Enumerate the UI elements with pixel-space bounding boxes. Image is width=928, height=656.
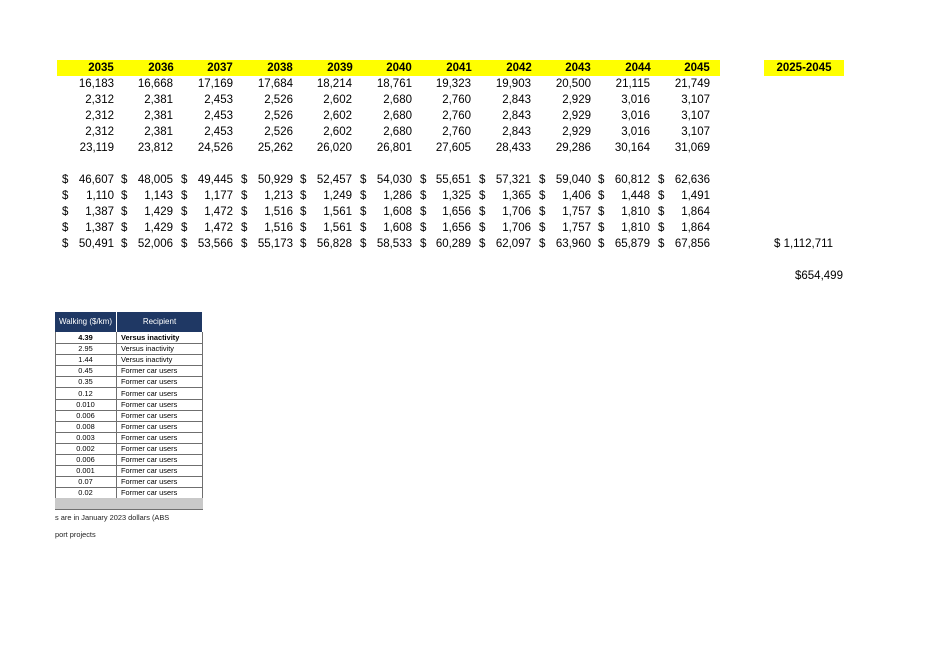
money-cell[interactable]: 1,406 <box>562 190 591 202</box>
year-header-2036[interactable]: 2036 <box>148 62 174 74</box>
walking-rate-cell[interactable]: 0.001 <box>55 465 117 476</box>
currency-symbol: $ <box>598 190 605 202</box>
volume-cell[interactable]: 2,929 <box>562 110 591 122</box>
money-cell[interactable]: 63,960 <box>555 238 591 250</box>
volume-cell[interactable]: 2,760 <box>442 110 471 122</box>
range-header[interactable]: 2025-2045 <box>776 62 832 74</box>
present-value[interactable]: $654,499 <box>795 270 843 282</box>
money-cell[interactable]: 1,472 <box>204 222 233 234</box>
volume-cell[interactable]: 18,761 <box>376 78 412 90</box>
currency-symbol: $ <box>479 174 486 186</box>
money-cell[interactable]: 1,561 <box>323 206 352 218</box>
currency-symbol: $ <box>300 190 307 202</box>
money-cell[interactable]: 62,636 <box>674 174 710 186</box>
volume-cell[interactable]: 2,680 <box>383 94 412 106</box>
currency-symbol: $ <box>62 190 69 202</box>
volume-cell[interactable]: 3,016 <box>621 126 650 138</box>
walking-rate-cell[interactable]: 0.12 <box>55 388 117 399</box>
money-cell[interactable]: 1,810 <box>621 222 650 234</box>
recipient-cell[interactable]: Former car users <box>121 399 178 409</box>
money-cell[interactable]: 1,177 <box>204 190 233 202</box>
money-cell[interactable]: 54,030 <box>376 174 412 186</box>
money-cell[interactable]: 1,516 <box>264 222 293 234</box>
currency-symbol: $ <box>420 238 427 250</box>
currency-symbol: $ <box>598 174 605 186</box>
money-cell[interactable]: 1,864 <box>681 222 710 234</box>
walking-rate-header: Walking ($/km) <box>55 312 117 332</box>
walking-rate-cell[interactable]: 2.95 <box>55 343 117 354</box>
volume-cell[interactable]: 2,929 <box>562 94 591 106</box>
currency-symbol: $ <box>300 206 307 218</box>
currency-symbol: $ <box>181 190 188 202</box>
note-currency: s are in January 2023 dollars (ABS <box>55 513 170 522</box>
currency-symbol: $ <box>479 190 486 202</box>
currency-symbol: $ <box>241 238 248 250</box>
currency-symbol: $ <box>479 222 486 234</box>
money-cell[interactable]: 58,533 <box>376 238 412 250</box>
currency-symbol: $ <box>241 206 248 218</box>
currency-symbol: $ <box>658 174 665 186</box>
year-header-2043[interactable]: 2043 <box>565 62 591 74</box>
volume-cell[interactable]: 2,526 <box>264 94 293 106</box>
currency-symbol: $ <box>420 206 427 218</box>
recipient-cell[interactable]: Former car users <box>121 388 178 398</box>
volume-cell[interactable]: 2,526 <box>264 110 293 122</box>
recipient-cell[interactable]: Former car users <box>121 477 178 487</box>
volume-cell[interactable]: 31,069 <box>674 142 710 154</box>
currency-symbol: $ <box>360 190 367 202</box>
money-cell[interactable]: 60,289 <box>435 238 471 250</box>
volume-cell[interactable]: 25,262 <box>257 142 293 154</box>
volume-cell[interactable]: 2,760 <box>442 94 471 106</box>
year-header-2039[interactable]: 2039 <box>327 62 353 74</box>
money-cell[interactable]: 67,856 <box>674 238 710 250</box>
currency-symbol: $ <box>121 238 128 250</box>
volume-cell[interactable]: 2,602 <box>323 110 352 122</box>
money-cell[interactable]: 1,491 <box>681 190 710 202</box>
volume-cell[interactable]: 2,526 <box>264 126 293 138</box>
money-cell[interactable]: 62,097 <box>495 238 531 250</box>
currency-symbol: $ <box>241 174 248 186</box>
currency-symbol: $ <box>539 174 546 186</box>
walking-rate-cell[interactable]: 0.006 <box>55 410 117 421</box>
currency-symbol: $ <box>420 222 427 234</box>
volume-cell[interactable]: 30,164 <box>614 142 650 154</box>
volume-cell[interactable]: 2,602 <box>323 126 352 138</box>
volume-cell[interactable]: 23,119 <box>79 142 114 154</box>
volume-cell[interactable]: 17,684 <box>257 78 293 90</box>
volume-cell[interactable]: 2,381 <box>144 126 173 138</box>
currency-symbol: $ <box>181 238 188 250</box>
money-cell[interactable]: 1,864 <box>681 206 710 218</box>
currency-symbol: $ <box>62 206 69 218</box>
money-cell[interactable]: 55,173 <box>257 238 293 250</box>
money-cell[interactable]: 50,491 <box>78 238 114 250</box>
recipient-cell[interactable]: Former car users <box>121 432 178 442</box>
benefit-table-header <box>55 312 202 332</box>
money-cell[interactable]: 1,387 <box>85 222 114 234</box>
recipient-cell[interactable]: Versus inactivty <box>121 355 173 365</box>
year-header-2040[interactable]: 2040 <box>386 62 412 74</box>
currency-symbol: $ <box>598 222 605 234</box>
volume-cell[interactable]: 2,453 <box>204 126 233 138</box>
currency-symbol: $ <box>241 222 248 234</box>
volume-cell[interactable]: 19,323 <box>435 78 471 90</box>
volume-cell[interactable]: 17,169 <box>197 78 233 90</box>
currency-symbol: $ <box>300 174 307 186</box>
money-cell[interactable]: 1,286 <box>383 190 412 202</box>
currency-symbol: $ <box>539 206 546 218</box>
money-cell[interactable]: 1,249 <box>323 190 352 202</box>
currency-symbol: $ <box>360 174 367 186</box>
volume-cell[interactable]: 20,500 <box>555 78 591 90</box>
volume-cell[interactable]: 28,433 <box>495 142 531 154</box>
money-cell[interactable]: 1,706 <box>502 206 531 218</box>
currency-symbol: $ <box>121 206 128 218</box>
volume-cell[interactable]: 26,020 <box>316 142 352 154</box>
walking-rate-cell[interactable]: 0.008 <box>55 421 117 432</box>
volume-cell[interactable]: 24,526 <box>197 142 233 154</box>
money-cell[interactable]: 1,608 <box>383 222 412 234</box>
money-cell[interactable]: 1,213 <box>264 190 293 202</box>
volume-cell[interactable]: 2,381 <box>144 110 173 122</box>
year-header-2035[interactable]: 2035 <box>88 62 114 74</box>
volume-cell[interactable]: 2,760 <box>442 126 471 138</box>
walking-rate-cell[interactable]: 0.07 <box>55 476 117 487</box>
walking-rate-cell[interactable]: 1.44 <box>55 354 117 365</box>
volume-cell[interactable]: 2,680 <box>383 110 412 122</box>
money-cell[interactable]: 1,608 <box>383 206 412 218</box>
currency-symbol: $ <box>121 174 128 186</box>
volume-cell[interactable]: 2,602 <box>323 94 352 106</box>
money-cell[interactable]: 1,706 <box>502 222 531 234</box>
money-cell[interactable]: 1,656 <box>442 206 471 218</box>
volume-cell[interactable]: 27,605 <box>435 142 471 154</box>
recipient-cell[interactable]: Former car users <box>121 366 178 376</box>
money-cell[interactable]: 48,005 <box>137 174 173 186</box>
volume-cell[interactable]: 2,843 <box>502 110 531 122</box>
volume-cell[interactable]: 16,668 <box>137 78 173 90</box>
money-cell[interactable]: 1,656 <box>442 222 471 234</box>
volume-cell[interactable]: 2,929 <box>562 126 591 138</box>
money-cell[interactable]: 60,812 <box>614 174 650 186</box>
recipient-cell[interactable]: Former car users <box>121 455 178 465</box>
volume-cell[interactable]: 23,812 <box>137 142 173 154</box>
recipient-cell[interactable]: Former car users <box>121 488 178 498</box>
volume-cell[interactable]: 18,214 <box>316 78 352 90</box>
volume-cell[interactable]: 21,749 <box>674 78 710 90</box>
currency-symbol: $ <box>420 174 427 186</box>
currency-symbol: $ <box>121 222 128 234</box>
money-cell[interactable]: 1,561 <box>323 222 352 234</box>
walking-rate-cell[interactable]: 0.002 <box>55 443 117 454</box>
volume-cell[interactable]: 3,016 <box>621 94 650 106</box>
year-header-2041[interactable]: 2041 <box>446 62 472 74</box>
money-cell[interactable]: 55,651 <box>435 174 471 186</box>
volume-cell[interactable]: 2,453 <box>204 94 233 106</box>
currency-symbol: $ <box>121 190 128 202</box>
table-footer-row <box>55 498 203 510</box>
walking-rate-cell[interactable]: 0.003 <box>55 432 117 443</box>
money-cell[interactable]: 1,387 <box>85 206 114 218</box>
table-border-right <box>202 332 203 509</box>
currency-symbol: $ <box>658 238 665 250</box>
money-cell[interactable]: 56,828 <box>316 238 352 250</box>
volume-cell[interactable]: 3,016 <box>621 110 650 122</box>
note-projects: port projects <box>55 530 96 539</box>
walking-rate-cell[interactable]: 0.02 <box>55 487 117 498</box>
money-cell[interactable]: 52,006 <box>137 238 173 250</box>
volume-cell[interactable]: 26,801 <box>376 142 412 154</box>
volume-cell[interactable]: 3,107 <box>681 110 710 122</box>
volume-cell[interactable]: 2,381 <box>144 94 173 106</box>
currency-symbol: $ <box>300 222 307 234</box>
money-cell[interactable]: 53,566 <box>197 238 233 250</box>
currency-symbol: $ <box>62 222 69 234</box>
currency-symbol: $ <box>181 206 188 218</box>
currency-symbol: $ <box>181 174 188 186</box>
recipient-cell[interactable]: Former car users <box>121 444 178 453</box>
currency-symbol: $ <box>658 206 665 218</box>
money-cell[interactable]: 1,325 <box>442 190 471 202</box>
year-header-2038[interactable]: 2038 <box>267 62 293 74</box>
year-header-2037[interactable]: 2037 <box>207 62 233 74</box>
walking-rate-cell[interactable]: 0.010 <box>55 399 117 410</box>
currency-symbol: $ <box>181 222 188 234</box>
currency-symbol: $ <box>479 206 486 218</box>
year-header-2044[interactable]: 2044 <box>625 62 651 74</box>
total-value[interactable]: $ 1,112,711 <box>774 238 834 250</box>
currency-symbol: $ <box>598 238 605 250</box>
money-cell[interactable]: 1,757 <box>562 222 591 234</box>
volume-cell[interactable]: 21,115 <box>615 78 650 90</box>
currency-symbol: $ <box>300 238 307 250</box>
recipient-cell[interactable]: Former car users <box>121 377 178 387</box>
money-cell[interactable]: 1,516 <box>264 206 293 218</box>
money-cell[interactable]: 1,448 <box>621 190 650 202</box>
volume-cell[interactable]: 19,903 <box>495 78 531 90</box>
currency-symbol: $ <box>598 206 605 218</box>
volume-cell[interactable]: 2,843 <box>502 126 531 138</box>
money-cell[interactable]: 46,607 <box>78 174 114 186</box>
money-cell[interactable]: 50,929 <box>257 174 293 186</box>
volume-cell[interactable]: 2,312 <box>85 94 114 106</box>
recipient-header: Recipient <box>142 317 177 326</box>
currency-symbol: $ <box>539 238 546 250</box>
recipient-cell[interactable]: Former car users <box>121 410 178 420</box>
money-cell[interactable]: 52,457 <box>316 174 352 186</box>
walking-rate-cell[interactable]: 4.39 <box>55 332 117 343</box>
money-cell[interactable]: 1,810 <box>621 206 650 218</box>
recipient-cell[interactable]: Versus inactivity <box>121 344 174 354</box>
currency-symbol: $ <box>241 190 248 202</box>
money-cell[interactable]: 1,143 <box>144 190 173 202</box>
volume-cell[interactable]: 29,286 <box>555 142 591 154</box>
recipient-cell[interactable]: Former car users <box>121 421 178 431</box>
walking-rate-cell[interactable]: 0.45 <box>55 365 117 376</box>
volume-cell[interactable]: 3,107 <box>681 126 710 138</box>
currency-symbol: $ <box>420 190 427 202</box>
volume-cell[interactable]: 2,680 <box>383 126 412 138</box>
volume-cell[interactable]: 2,843 <box>502 94 531 106</box>
volume-cell[interactable]: 16,183 <box>78 78 114 90</box>
currency-symbol: $ <box>539 222 546 234</box>
currency-symbol: $ <box>62 238 69 250</box>
money-cell[interactable]: 59,040 <box>555 174 591 186</box>
year-header-2042[interactable]: 2042 <box>506 62 532 74</box>
volume-cell[interactable]: 2,312 <box>85 110 114 122</box>
volume-cell[interactable]: 2,453 <box>204 110 233 122</box>
money-cell[interactable]: 1,110 <box>86 190 114 202</box>
money-cell[interactable]: 1,472 <box>204 206 233 218</box>
currency-symbol: $ <box>658 222 665 234</box>
currency-symbol: $ <box>658 190 665 202</box>
volume-cell[interactable]: 3,107 <box>681 94 710 106</box>
currency-symbol: $ <box>539 190 546 202</box>
money-cell[interactable]: 1,365 <box>502 190 531 202</box>
volume-cell[interactable]: 2,312 <box>85 126 114 138</box>
money-cell[interactable]: 1,757 <box>562 206 591 218</box>
money-cell[interactable]: 1,429 <box>144 222 173 234</box>
money-cell[interactable]: 49,445 <box>197 174 233 186</box>
money-cell[interactable]: 57,321 <box>495 174 531 186</box>
currency-symbol: $ <box>62 174 69 186</box>
currency-symbol: $ <box>479 238 486 250</box>
recipient-cell[interactable]: Former car users <box>121 466 178 476</box>
walking-rate-cell[interactable]: 0.006 <box>55 454 117 465</box>
currency-symbol: $ <box>360 238 367 250</box>
walking-rate-cell[interactable]: 0.35 <box>55 376 117 387</box>
recipient-cell[interactable]: Versus inactivity <box>121 333 180 342</box>
money-cell[interactable]: 65,879 <box>614 238 650 250</box>
currency-symbol: $ <box>360 222 367 234</box>
currency-symbol: $ <box>360 206 367 218</box>
year-header-2045[interactable]: 2045 <box>684 62 710 74</box>
money-cell[interactable]: 1,429 <box>144 206 173 218</box>
